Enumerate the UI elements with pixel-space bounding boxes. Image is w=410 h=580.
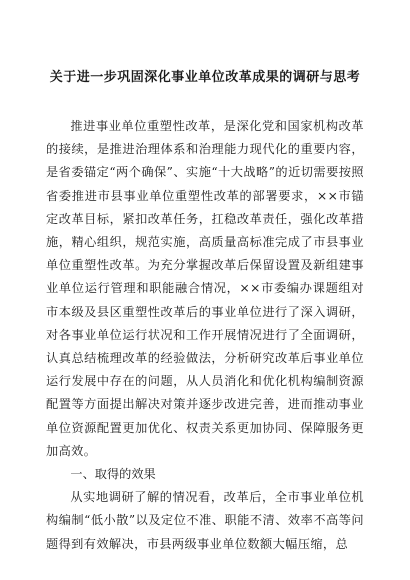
intro-paragraph: 推进事业单位重塑性改革，是深化党和国家机构改革的接续，是推进治理体系和治理能力现代化的重要内容，是省委锚定“两个确保”、实施“十大战略”的近切需要按照省委推进市县事业单位重塑性改革的部署要求，××市锚定改革目标，紧扣改革任务，扛稳改革责任，强化改革措施，精心组织，规范实施，高质量高标准完成了市县事业单位重塑性改革。为充分掌握改革后保留设置及新组建事业单位运行管理和职能融合情况，××市委编办课题组对市本级及县区重塑性改革后的事业单位进行了深入调研，对各事业单位运行状况和工作开展情况进行了全面调研，认真总结梳理改革的经验做法，分析研究改革后事业单位运行发展中存在的问题，从人员消化和优化机构编制资源配置等方面提出解决对策并逐步改进完善，进而推动事业单位资源配置更加优化、权责关系更加协同、保障服务更加高效。 [46, 119, 364, 458]
section-paragraph: 从实地调研了解的情况看，改革后，全市事业单位机构编制“低小散”以及定位不准、职能不清、效率不高等问题得到有效解决，市县两级事业单位数额大幅压缩，总 [46, 490, 364, 551]
section-heading: 一、取得的效果 [70, 467, 156, 482]
document-title: 关于进一步巩固深化事业单位改革成果的调研与思考 [49, 70, 361, 85]
